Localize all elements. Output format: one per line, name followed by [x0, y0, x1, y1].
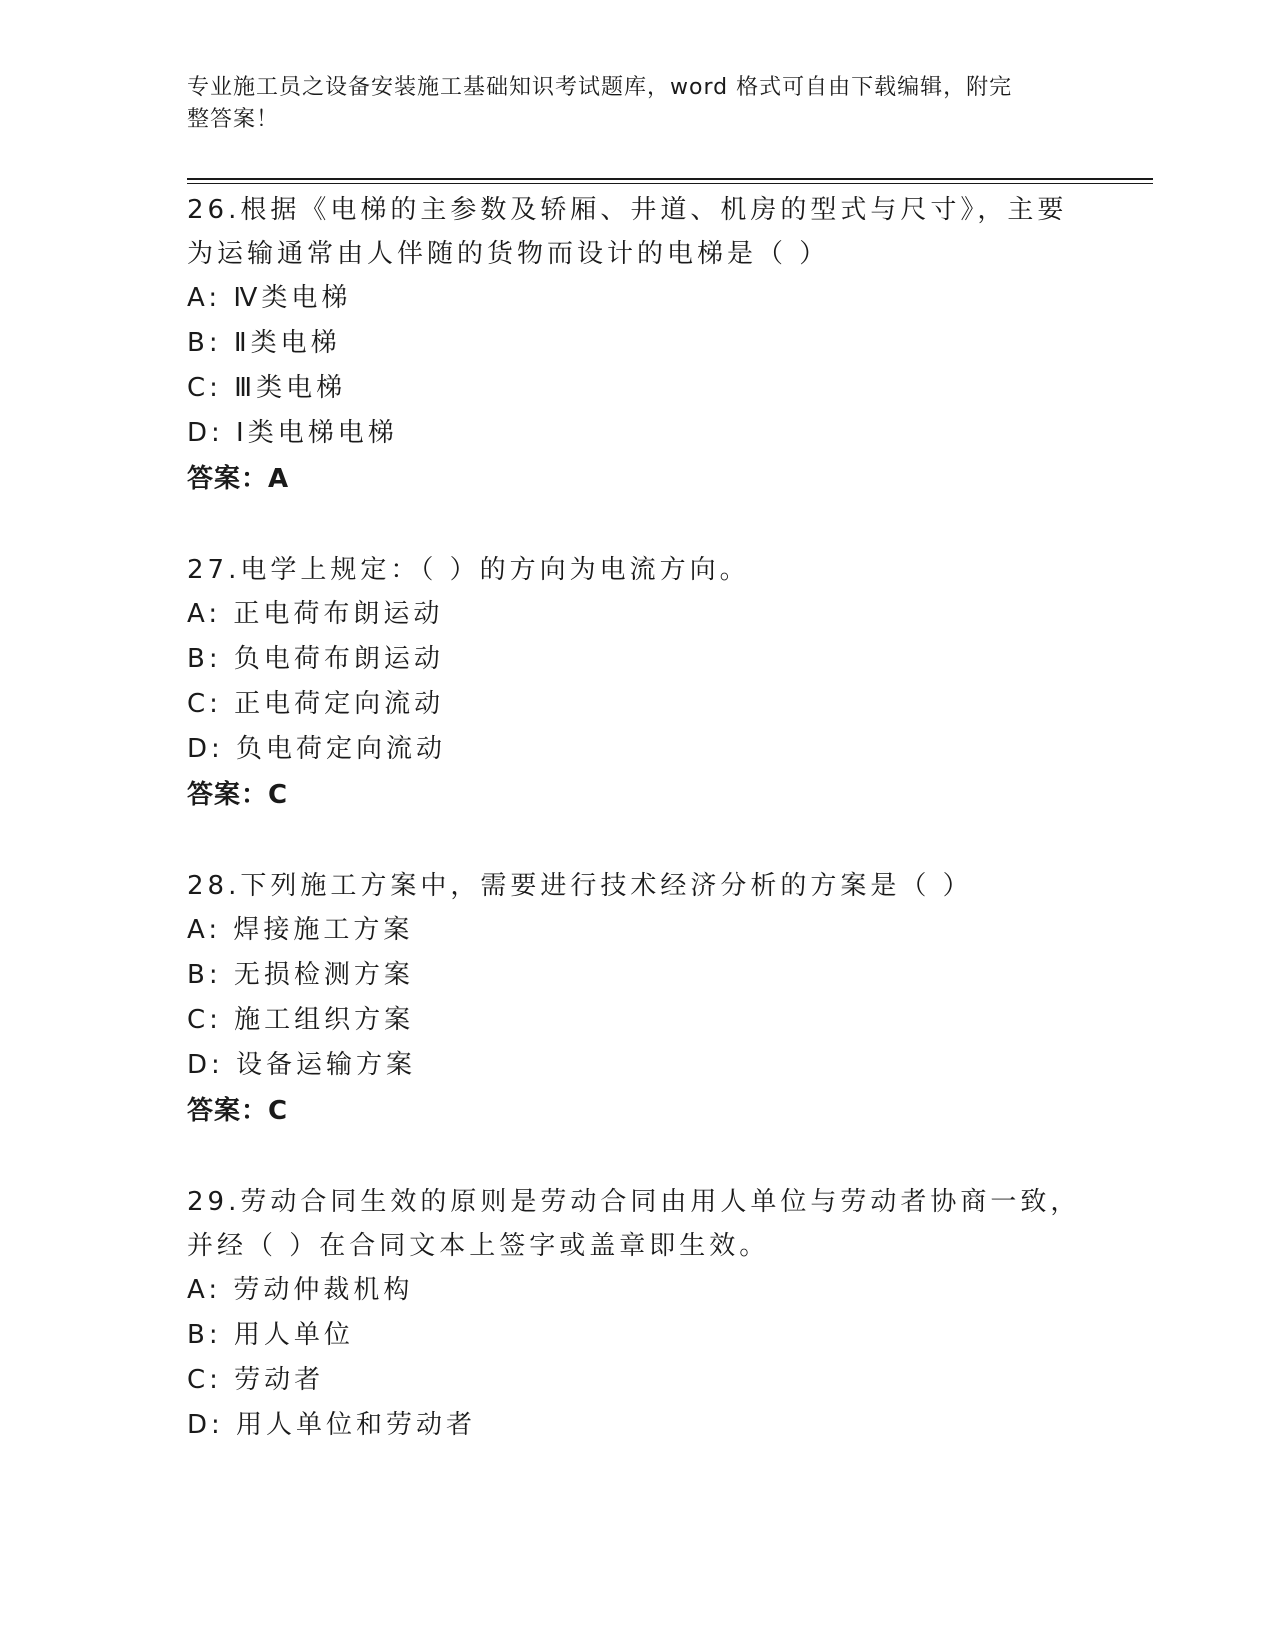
option-c: C: 正电荷定向流动	[187, 689, 445, 719]
answer: 答案：A	[187, 464, 290, 494]
option-d: D: 用人单位和劳动者	[187, 1410, 477, 1440]
question-27	[187, 548, 1087, 818]
option-a: A: 焊接施工方案	[187, 915, 414, 945]
header-line-1: 专业施工员之设备安装施工基础知识考试题库，word 格式可自由下载编辑，附完	[187, 75, 1013, 100]
answer: 答案：C	[187, 1096, 289, 1126]
header-divider-thick	[187, 178, 1153, 180]
option-c: C: Ⅲ类电梯	[187, 373, 347, 403]
question-26	[187, 188, 1087, 502]
option-b: B: 用人单位	[187, 1320, 354, 1350]
option-c: C: 施工组织方案	[187, 1005, 415, 1035]
option-a: A: Ⅳ类电梯	[187, 283, 352, 313]
option-d: D: Ⅰ类电梯电梯	[187, 418, 398, 448]
question-text: 27.电学上规定：（ ）的方向为电流方向。	[187, 555, 750, 585]
question-text: 29.劳动合同生效的原则是劳动合同由用人单位与劳动者协商一致，并经（ ）在合同文本上签字或盖章即生效。	[187, 1187, 1081, 1261]
option-b: B: 无损检测方案	[187, 960, 414, 990]
question-28	[187, 864, 1087, 1134]
document-header	[187, 72, 1067, 136]
option-a: A: 正电荷布朗运动	[187, 599, 444, 629]
header-divider-thin	[187, 183, 1153, 184]
option-d: D: 设备运输方案	[187, 1050, 417, 1080]
option-c: C: 劳动者	[187, 1365, 325, 1395]
option-a: A: 劳动仲裁机构	[187, 1275, 414, 1305]
option-b: B: Ⅱ类电梯	[187, 328, 341, 358]
question-text: 28.下列施工方案中，需要进行技术经济分析的方案是（ ）	[187, 871, 973, 901]
option-b: B: 负电荷布朗运动	[187, 644, 444, 674]
question-list	[187, 188, 1087, 1494]
header-line-2: 整答案！	[187, 107, 280, 132]
option-d: D: 负电荷定向流动	[187, 734, 447, 764]
question-29	[187, 1180, 1087, 1448]
question-text: 26.根据《电梯的主参数及轿厢、井道、机房的型式与尺寸》，主要为运输通常由人伴随的货物而设计的电梯是（ ）	[187, 195, 1068, 269]
answer: 答案：C	[187, 780, 289, 810]
